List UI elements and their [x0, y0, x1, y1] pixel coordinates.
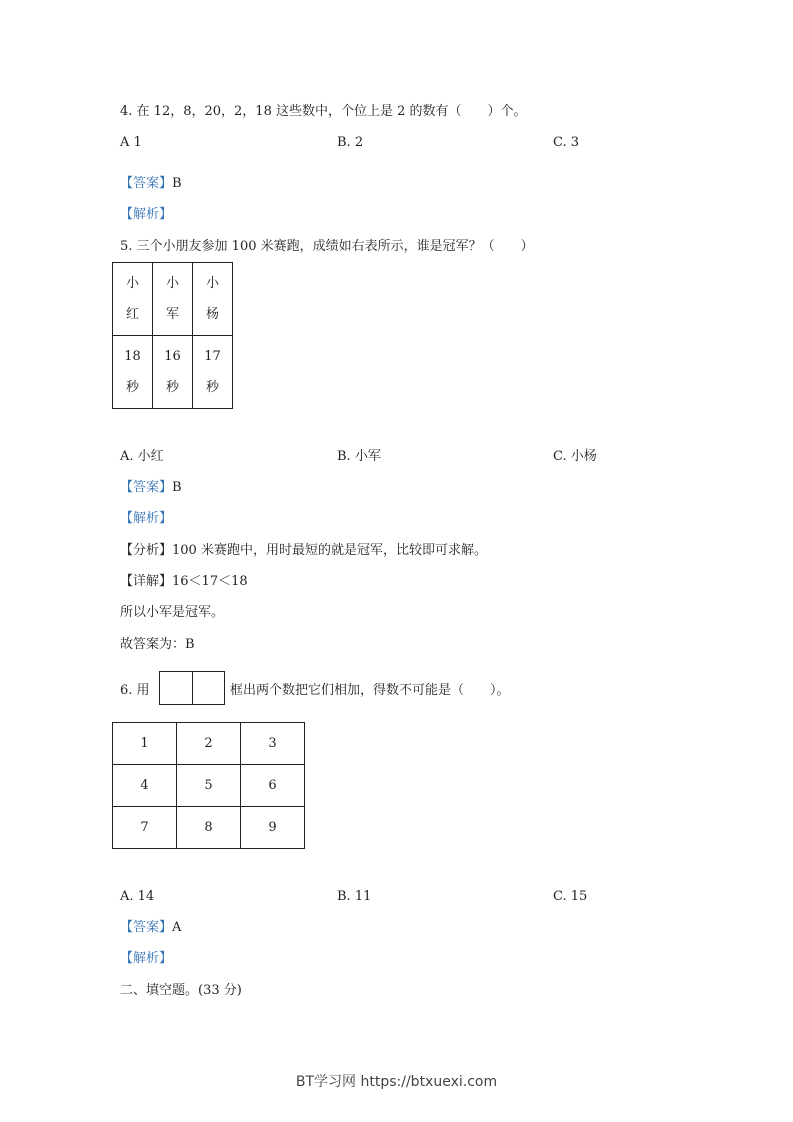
table-cell: 16 秒 — [153, 336, 193, 409]
table-cell: 小 红 — [113, 263, 153, 336]
grid-cell: 2 — [177, 723, 241, 765]
grid-cell: 3 — [241, 723, 305, 765]
q4-question: 4. 在 12，8，20，2，18 这些数中，个位上是 2 的数有（ ）个。 — [120, 104, 527, 119]
q6-answer — [120, 919, 181, 937]
two-cell-frame — [159, 671, 225, 705]
q6-number-grid — [112, 722, 305, 849]
q6-prefix: 6. 用 — [120, 683, 150, 698]
q4-analysis-tag: 【解析】 — [120, 207, 173, 222]
q5-option-c: C. 小杨 — [553, 449, 597, 464]
grid-cell: 1 — [113, 723, 177, 765]
table-cell: 18 秒 — [113, 336, 153, 409]
table-cell: 小 杨 — [193, 263, 233, 336]
table-row — [113, 263, 233, 336]
q4-option-c: C. 3 — [553, 135, 580, 150]
q4-option-b: B. 2 — [337, 135, 364, 150]
table-row — [113, 807, 305, 849]
fenxi-text: 100 米赛跑中，用时最短的就是冠军，比较即可求解。 — [172, 543, 487, 558]
table-row — [113, 765, 305, 807]
q6-suffix: 框出两个数把它们相加，得数不可能是（ ）。 — [230, 683, 510, 698]
q4-option-a: A 1 — [120, 135, 142, 150]
q5-analysis-tag: 【解析】 — [120, 511, 173, 526]
footer-watermark[interactable]: BT学习网 https://btxuexi.com — [295, 1074, 498, 1090]
grid-cell: 6 — [241, 765, 305, 807]
grid-cell: 4 — [113, 765, 177, 807]
grid-cell: 9 — [241, 807, 305, 849]
q5-xiangjie — [120, 573, 248, 591]
q4-answer — [120, 175, 182, 193]
q5-option-b: B. 小军 — [337, 449, 381, 464]
answer-value: B — [172, 176, 182, 191]
q5-fenxi — [120, 542, 487, 560]
q6-option-a: A. 14 — [120, 889, 155, 904]
xiangjie-tag: 【详解】 — [120, 574, 173, 589]
table-row — [113, 723, 305, 765]
answer-tag: 【答案】 — [120, 920, 173, 935]
grid-cell: 8 — [177, 807, 241, 849]
answer-value: A — [172, 920, 182, 935]
q5-conclusion: 所以小军是冠军。 — [120, 605, 225, 620]
answer-tag: 【答案】 — [120, 176, 173, 191]
q5-question: 5. 三个小朋友参加 100 米赛跑，成绩如右表所示，谁是冠军？（ ） — [120, 239, 534, 254]
table-cell: 小 军 — [153, 263, 193, 336]
q5-option-a: A. 小红 — [120, 449, 164, 464]
q6-analysis-tag: 【解析】 — [120, 951, 173, 966]
grid-cell: 5 — [177, 765, 241, 807]
q6-option-c: C. 15 — [553, 889, 588, 904]
fenxi-tag: 【分析】 — [120, 543, 173, 558]
xiangjie-text: 16＜17＜18 — [172, 574, 248, 589]
q5-final: 故答案为：B — [120, 637, 195, 652]
answer-tag: 【答案】 — [120, 480, 173, 495]
q5-results-table — [112, 262, 233, 409]
grid-cell: 7 — [113, 807, 177, 849]
table-row — [113, 336, 233, 409]
table-cell: 17 秒 — [193, 336, 233, 409]
q6-option-b: B. 11 — [337, 889, 372, 904]
section-heading: 二、填空题。(33 分) — [120, 983, 242, 998]
answer-value: B — [172, 480, 182, 495]
q5-answer — [120, 479, 182, 497]
